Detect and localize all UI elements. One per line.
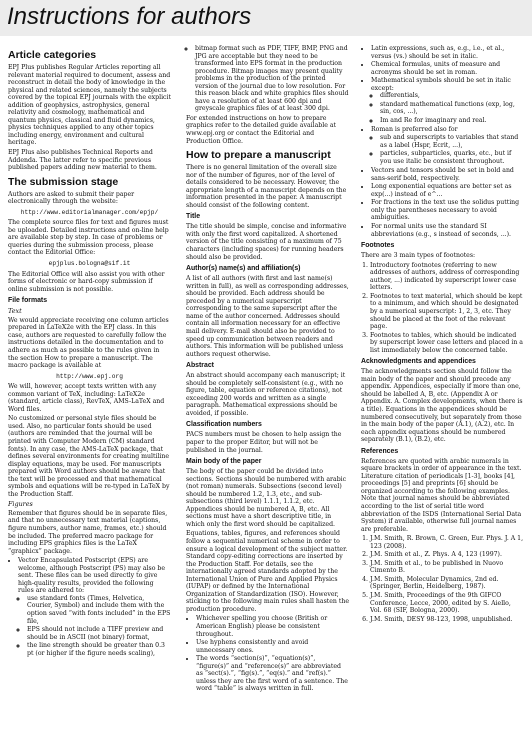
sub-list <box>18 595 171 657</box>
sub-list-item: ◦ EPS should not include a TIFF preview and should be in ASCII (not binary) format, <box>27 626 171 641</box>
editorial-email[interactable]: epjplus.bologna@sif.it <box>48 260 131 268</box>
sub-list-item: ◦ Im and Re for imaginary and real. <box>380 117 524 125</box>
paragraph: An abstract should accompany each manuscript; it should be completely self-consistent (e.g., with no figure, table, equation or reference citations), not exceeding 200 words and written as a single paragraph. Mathematical expressions should be avoided, if possible. <box>186 372 346 417</box>
list-item: • For normal units use the standard SI abbreviations (e.g., s instead of seconds, ...). <box>371 223 524 238</box>
heading-figures: Figures <box>8 500 33 509</box>
list-item: • Vectors and tensors should be set in bold and sans-serif bold, respectively. <box>371 167 524 182</box>
heading-classification: Classification numbers <box>186 421 262 429</box>
column-3 <box>361 45 524 625</box>
list-item: 1. Introductory footnotes (referring to new addresses of authors, address of corresponding author, ...) indicated by superscript lower case letters. <box>370 262 524 292</box>
sub-list-item: ◦ standard mathematical functions (exp, log, sin, cos, ...), <box>380 101 524 116</box>
list-item-text: Mathematical symbols should be set in italic except: <box>371 77 511 92</box>
paragraph: Equations, tables, figures, and references should follow a sequential numerical scheme in order to ensure a logical development of the subject matter. Standard copy-editing corrections are inserted by the Production Staff. For details, see the internationally agreed standards adopted by the International Union of Pure and Applied Physics (IUPAP) or defined by the International Organization of Standardization (ISO). However, sticking to the following main rules shall hasten the production procedure. <box>186 530 349 613</box>
paragraph: Remember that figures should be in separate files, and that no unnecessary text material (captions, figure numbers, author name, frames, etc.) should be included. The preferred macro package for including EPS graphics files is the LaTeX “graphicx” package. <box>8 509 168 555</box>
submission-url[interactable]: http://www.editorialmanager.com/epjp/ <box>20 208 159 216</box>
heading-article-categories: Article categories <box>8 49 97 61</box>
paragraph: No customized or personal style files should be used. Also, no particular fonts should be used (authors are reminded that the journal will be printed with Computer Modern (CM) standard fonts). In any case, the AMS-LaTeX package, that defines several environments for creating multiline display equations, may be used. For manuscripts prepared with Word authors should be aware that the text will be processed and that mathematical symbols and equations will be re-typed in LaTeX by the Production Staff. <box>8 415 170 498</box>
reference-item: 4. J.M. Smith, Molecular Dynamics, 2nd ed. (Springer, Berlin, Heidelberg, 1987). <box>370 576 524 591</box>
paragraph: EPJ Plus also publishes Technical Reports and Addenda. The latter refer to specific previous published papers adding new material to them. <box>8 149 157 172</box>
list-item: • Chemical formulas, units of measure and acronyms should be set in roman. <box>371 61 524 76</box>
sub-list-item: ◦ sub and superscripts to variables that stand as a label (Hspr, Ecrit, ...), <box>380 134 524 149</box>
paragraph: References are quoted with arabic numerals in square brackets in order of appearance in the text. Literature citation of periodicals [1-3], books [4], proceedings [5] and preprints [6] should be organized according to the following examples. Note that journal names should be abbreviated according to the list of serial title word abbreviation of the ISDS (International Serial Data System) if available, otherwise full journal names are preferable. <box>361 457 522 533</box>
list-item: • The words “section(s)”, “equation(s)”, “figure(s)” and “reference(s)” are abbreviated as “sect(s).”, “fig(s).”, “eq(s).” and “ref(s).” unless they are the first word of a sentence. The word “table” is always written in full. <box>196 655 349 693</box>
list-item: 2. Footnotes to text material, which should be kept to a minimum, and which should be designated by a numerical superscript: 1, 2, 3, etc. They should be placed at the foot of the relevant page. <box>370 293 524 331</box>
column-1 <box>8 45 171 659</box>
sub-list-item: ◦ bitmap format such as PDF, TIFF, BMP, PNG and JPG are acceptable but they need to be transformed into EPS format in the production procedure. Bitmap images may present quality problems in the production of the printed version of the journal due to low resolution. For this reason black and white graphics files should have a resolution of at least 600 dpi and greyscale graphics files of at least 300 dpi. <box>195 45 349 113</box>
reference-item: 5. J.M. Smith, Proceedings of the 9th GIFCO Conference, Lecce, 2000, edited by S. Aiello, Vol. 68 (SIF, Bologna, 2000). <box>370 592 524 615</box>
paragraph: We will, however, accept texts written with any common variant of TeX, including: LaTeX2e (standard, article class), RevTeX, AMS-LaTeX and Word files. <box>8 383 165 413</box>
rules-list <box>186 615 349 692</box>
heading-abstract: Abstract <box>186 362 214 370</box>
sub-list-item: ◦ the line strength should be greater than 0.3 pt (or higher if the figure needs scaling), <box>27 642 171 657</box>
epj-url[interactable]: http://www.epj.org <box>56 372 123 380</box>
list-item <box>18 557 171 657</box>
list-item: • For fractions in the text use the solidus putting only the parentheses necessary to avoid ambiguities. <box>371 199 524 222</box>
paragraph: PACS numbers must be chosen to help assign the paper to the proper Editor, but will not be published in the journal. <box>186 431 342 454</box>
heading-references: References <box>361 447 399 455</box>
paragraph: A list of all authors (with first and last name(s) written in full), as well as corresponding addresses, should be provided. Each address should be preceded by a numerical superscript corresponding to the same superscript after the name of the author concerned. Addresses should contain all information necessary for an effective mail delivery. E-mail should also be provided to speed up communication between readers and authors. This information will be published unless authors request otherwise. <box>186 275 349 358</box>
footnote-types-list <box>361 262 524 355</box>
list-item: • Use hyphens consistently and avoid unnecessary ones. <box>196 639 349 654</box>
sub-list-item: ◦ use standard fonts (Times, Helvetica, Courier, Symbol) and include them with the option saved “with fonts included” in the EPS file, <box>27 595 171 625</box>
paragraph: We would appreciate receiving one column articles prepared in LaTeX2e with the EPJ class. In this case, authors are requested to carefully follow the instructions detailed in the documentation and to adhere as much as possible to the rules given in the section How to prepare a manuscript. The macro package is available at <box>8 316 169 370</box>
page-title: Instructions for authors <box>7 3 252 30</box>
sub-list <box>371 92 524 124</box>
list-item: • Latin expressions, such as, e.g., i.e., et al., versus (vs.) should be set in italic. <box>371 45 524 60</box>
list-item: 3. Footnotes to tables, which should be indicated by superscript lower case letters and placed in a list immediately below the concerned table. <box>370 332 524 355</box>
heading-main-body: Main body of the paper <box>186 458 262 466</box>
paragraph: For extended instructions on how to prepare graphics refer to the detailed guide available at www.epj.org or contact the Editorial and Production Office. <box>186 114 337 145</box>
sub-list-item: ◦ differentials, <box>380 92 524 100</box>
heading-file-formats: File formats <box>8 297 48 305</box>
paragraph: There is no general limitation of the overall size nor of the number of figures, nor of the level of details considered to be necessary. However, the appropriate length of a manuscript depends on the information presented in the paper. A manuscript should consist of the following content. <box>186 164 347 209</box>
list-item-text: Vector Encapsulated Postscript (EPS) are welcome, although Postscript (PS) may also be sent. These files can be used directly to give high-quality results, provided the following rules are adhered to: <box>18 557 166 595</box>
heading-title: Title <box>186 213 201 221</box>
heading-text: Text <box>8 307 22 316</box>
paragraph: There are 3 main types of footnotes: <box>361 252 476 260</box>
heading-acknowledgments: Acknowledgments and appendices <box>361 358 476 366</box>
references-list <box>361 535 524 623</box>
heading-footnotes: Footnotes <box>361 242 395 250</box>
column-2 <box>186 45 349 695</box>
paragraph: Authors are asked to submit their paper electronically through the website: <box>8 190 135 206</box>
figure-rules-list <box>8 557 171 657</box>
paragraph: EPJ Plus publishes Regular Articles reporting all relevant material required to document, assess and reconstruct in detail the body of knowledge in the physical and related sciences, namely the subjects covered by the topical EPJ journals with the explicit addition of geophysics, astrophysics, general relativity and cosmology, mathematical and quantum physics, classical and fluid dynamics, physics techniques applied to any other topics including energy, environment and cultural heritage. <box>8 64 171 147</box>
list-item: • Whichever spelling you choose (British or American English) please be consistent throughout. <box>196 615 349 638</box>
paragraph: The complete source files for text and figures must be uploaded. Detailed instructions and on-line help are available step by step. In case of problems or queries during the submission process, please contact the Editorial Office: <box>8 219 169 257</box>
list-item-text: Roman is preferred also for <box>371 126 458 134</box>
heading-prepare-manuscript: How to prepare a manuscript <box>186 149 331 162</box>
sub-list <box>186 45 349 113</box>
reference-item: 6. J.M. Smith, DESY 98-123, 1998, unpublished. <box>370 616 524 624</box>
reference-item: 3. J.M. Smith et al., to be published in Nuovo Cimento B. <box>370 560 524 575</box>
heading-authors: Author(s) name(s) and affiliation(s) <box>186 265 301 273</box>
list-item: • Long exponential equations are better set as exp(...) instead of e^... <box>371 183 524 198</box>
paragraph: The acknowledgments section should follow the main body of the paper and should precede any appendix. Appendices, especially if more than one, should be labelled A, B, etc. (Appendix A or Appendix. A. Complex developments, when there is a title). Equations in the appendices should be numbered consecutively, but separately from those in the main body of the paper (A.1), (A.2), etc. In each appendix equations should be numbered separately (B.1), (B.2), etc. <box>361 368 523 444</box>
reference-item: 2. J.M. Smith et al., Z. Phys. A 4, 123 (1997). <box>370 551 524 559</box>
sub-list <box>371 134 524 165</box>
paragraph: The title should be simple, concise and informative with only the first word capitalized. A shortened version of the title consisting of a maximum of 75 characters (including spaces) for running headers should also be provided. <box>186 223 347 261</box>
reference-item: 1. J.M. Smith, R. Brown, C. Green, Eur. Phys. J. A 1, 123 (2008). <box>370 535 524 550</box>
rules-list <box>361 45 524 238</box>
paragraph: The body of the paper could be divided into sections. Sections should be numbered with arabic (not roman) numerals. Subsections (second level) should be numbered 1.2, 1.3, etc., and sub-subsections (third level) 1.1.1, 1.1.2, etc. Appendices should be numbered A, B, etc. All sections must have a short descriptive title, in which only the first word should be capitalized. <box>186 468 347 528</box>
title-bar <box>0 0 532 36</box>
heading-submission-stage: The submission stage <box>8 175 119 188</box>
list-item <box>371 77 524 124</box>
list-item <box>371 126 524 165</box>
sub-list-item: ◦ particles, subparticles, quarks, etc., but if you use italic be consistent throughout. <box>380 150 524 165</box>
paragraph: The Editorial Office will also assist you with other forms of electronic or hard-copy submission if online submission is not possible. <box>8 270 165 293</box>
